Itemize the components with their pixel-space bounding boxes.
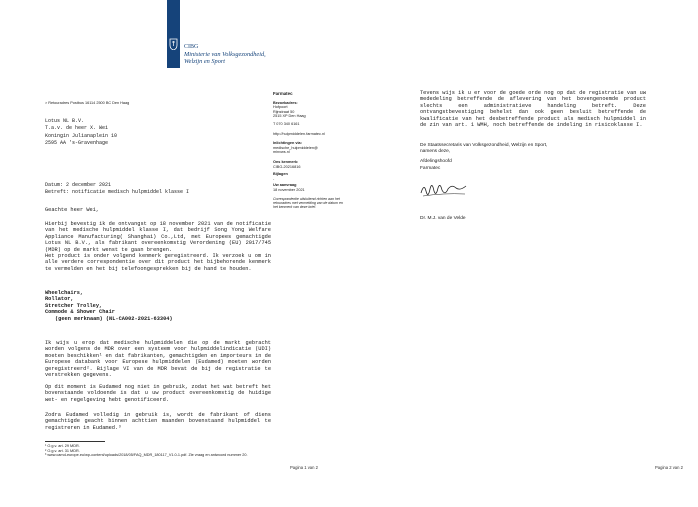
signature-image: [419, 179, 469, 201]
letter-subject: Betreft: notificatie medisch hulpmiddel klasse I: [45, 189, 190, 195]
sidebar-metadata: Farmatec Bezoekadres: Hofpoort Rijnstraat 50 2515 XP Den Haag T 070 340 6161 http://hulpmiddelen.farmatec.nl Inlichtingen via: medische_hulpmiddelen@ minvws.nl Ons kenmerk: CIBG-20216816 Bijlagen - Uw aanvraag 18 november 2021 Correspondentie uitsluitend richten aan het retouradres met vermelding van de datum en het kenmerk van deze brief.: [273, 91, 343, 209]
footnotes: ¹ O.g.v. art. 29 MDR. ² O.g.v. art. 31 MDR. ³ www.camd-europe.eu/wp-content/uploads/2018/05/FAQ_MDR_180117_V1.0-1.pdf. Zie vraag en antwoord nummer 20.: [45, 444, 248, 458]
return-address: > Retouradres Postbus 16114 2500 BC Den Haag: [45, 101, 130, 105]
paragraph-confirmation: Hierbij bevestig ik de ontvangst op 18 november 2021 van de notificatie van het medische hulpmiddel klasse I, dat bedrijf Song Yong Welfare Appliance Manufacturing( Shanghai) Co.,Ltd, met Europees gemachtigde Lotus NL B.V., als fabrikant overeenkomstig Verordening (EU) 2017/745 (MDR) op de markt wenst te gaan brengen.: [45, 221, 271, 253]
recipient-address: Lotus NL B.V. T.a.v. de heer X. Wei Koningin Julianaplein 10 2595 AA 's-Gravenhage: [45, 118, 118, 147]
paragraph-eudamed-status: Op dit moment is Eudamed nog niet in gebruik, zodat het wat betreft het bovenstaande voldoende is dat u uw product overeenkomstig de huidige wet- en regelgeving hebt genotificeerd.: [45, 384, 271, 403]
page-number: Pagina 1 van 2: [290, 465, 318, 470]
letter-page-2: [349, 0, 698, 507]
product-reference: (geen merknaam) (NL-CA002-2021-63304): [55, 315, 173, 322]
closing-block: De Staatssecretaris van Volksgezondheid, Welzijn en Sport, namens deze, Afdelingshoofd Farmatec: [420, 143, 548, 171]
letter-date: Datum: 2 december 2021: [45, 182, 112, 188]
paragraph-registration: Het product is onder volgend kenmerk geregistreerd. Ik verzoek u om in alle verdere correspondentie over dit product het bijbehorende kenmerk te vermelden en het bij telefoongesprekken bij de hand te houden.: [45, 253, 271, 272]
reference-value: CIBG-20216816: [273, 164, 301, 169]
government-logo-bar: [167, 0, 180, 68]
info-email: medische_hulpmiddelen@: [273, 145, 318, 150]
paragraph-administrative: Tevens wijs ik u er voor de goede orde nog op dat de registratie van uw mededeling betreffende de aflevering van het bovengenoemde product slechts een administratieve handeling betreft. Deze ontvangstbevestiging behelst dan ook geen besluit betreffende de kwalificatie van het desbetreffende product als medisch hulpmiddel in de zin van art. 1 WMH, noch betreffende de indeling in risicoklasse I.: [420, 90, 646, 129]
signer-name: Dr. M.J. van de Velde: [420, 216, 466, 221]
page-number: Pagina 2 van 2: [655, 465, 683, 470]
website-link[interactable]: http://hulpmiddelen.farmatec.nl: [273, 131, 325, 136]
paragraph-eudamed-deadline: Zodra Eudamed volledig in gebruik is, wordt de fabrikant of diens gemachtigde geacht binnen achttien maanden bovenstaand hulpmiddel te registreren in Eudamed.³: [45, 412, 271, 431]
paragraph-udi: Ik wijs u erop dat medische hulpmiddelen die op de markt gebracht worden volgens de MDR over een systeem voor hulpmiddelindicatie (UDI) moeten beschikken¹ en dat fabrikanten, gemachtigden en importeurs in de Europese databank voor Europese hulpmiddelen (Eudamed) moeten worden geregistreerd². Bijlage VI van de MDR bevat de bij de registratie te verstrekken gegevens.: [45, 340, 271, 379]
footnote-divider: [45, 441, 105, 442]
greeting: Geachte heer Wei,: [45, 207, 100, 213]
correspondence-note: Correspondentie uitsluitend richten aan het retouradres met vermelding van de datum en het kenmerk van deze brief.: [273, 196, 343, 209]
product-block: Wheelchairs, Rollator, Stretcher Trolley, Commode & Shower Chair (geen merknaam) (NL-CA002-2021-63304): [45, 290, 173, 322]
ministry-logo-text: CIBG Ministerie van Volksgezondheid, Welzijn en Sport: [184, 44, 266, 66]
crest-icon: [169, 38, 178, 50]
